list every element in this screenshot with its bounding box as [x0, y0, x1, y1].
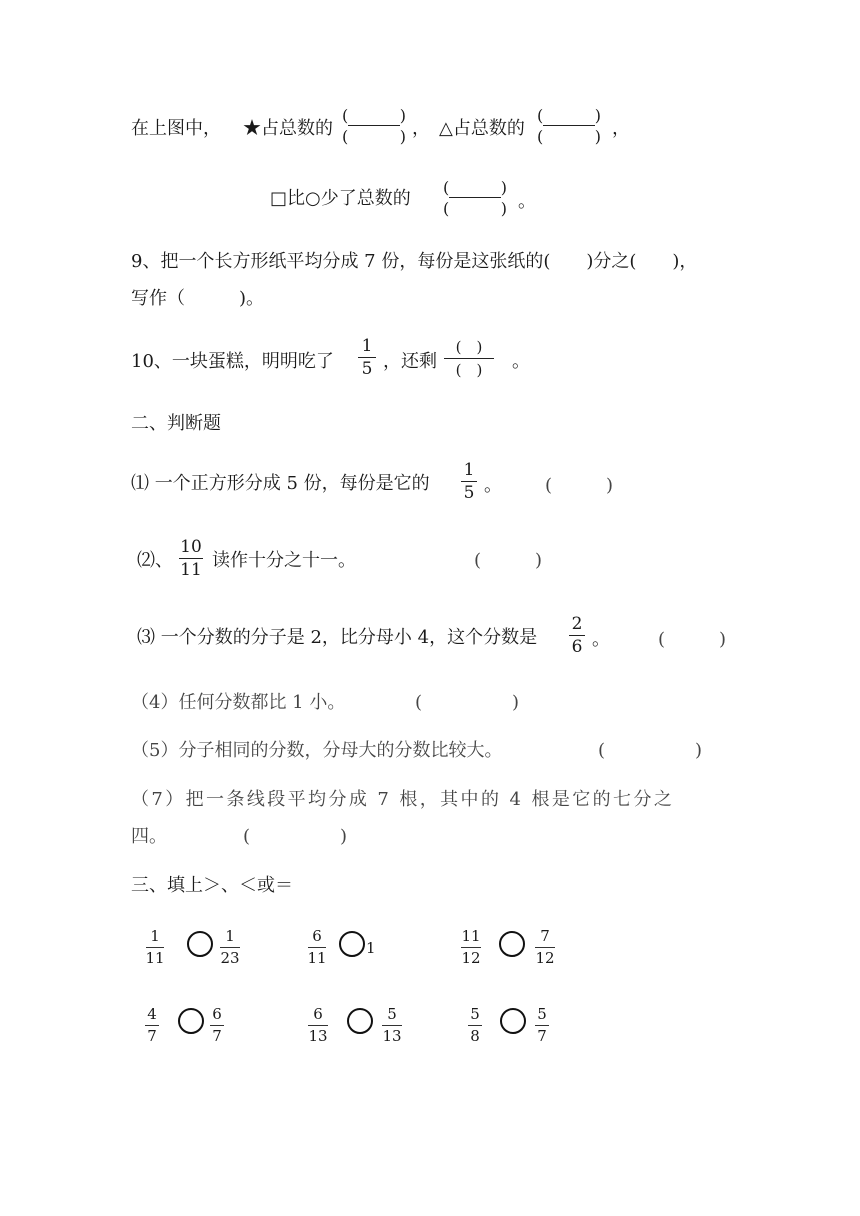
- compare-5-left-fraction: 6 13: [308, 1005, 328, 1045]
- q9-line1: 9、把一个长方形纸平均分成 7 份，每份是这张纸的( )分之( )，: [131, 251, 698, 272]
- judge-item-5-text: （5）分子相同的分数，分母大的分数比较大。: [131, 740, 503, 761]
- q10-eaten-fraction: 1 5: [358, 336, 376, 379]
- compare-6-right-fraction: 5 7: [533, 1005, 551, 1046]
- compare-5-right-fraction: 5 13: [382, 1005, 402, 1045]
- q9-line2: 写作（ )。: [131, 288, 265, 309]
- compare-6-circle[interactable]: [500, 1008, 526, 1034]
- judge-item-7-line2: 四。: [131, 826, 167, 847]
- compare-4-right-fraction: 6 7: [208, 1005, 226, 1046]
- section3-heading: 三、填上＞、＜或＝: [131, 875, 293, 896]
- judge-item-3-answer[interactable]: ( ): [658, 629, 727, 650]
- q10-prefix: 10、一块蛋糕，明明吃了: [131, 351, 334, 372]
- judge-item-3-text: ⑶ 一个分数的分子是 2，比分母小 4，这个分数是: [137, 627, 538, 648]
- star-fraction-blank[interactable]: ( ) ( ): [342, 106, 406, 146]
- section2-heading: 二、判断题: [131, 413, 221, 434]
- judge-item-7-answer[interactable]: ( ): [243, 826, 348, 847]
- judge-item-1-text: ⑴ 一个正方形分成 5 份，每份是它的: [131, 473, 430, 494]
- compare-2-right-whole: 1: [366, 939, 376, 957]
- judge-item-1-end: 。: [484, 475, 502, 496]
- compare-1-left-fraction: 1 11: [145, 927, 165, 967]
- compare-6-left-fraction: 5 8: [466, 1005, 484, 1046]
- comma-1: ，: [412, 118, 430, 139]
- compare-1-circle[interactable]: [187, 931, 213, 957]
- square-circle-fraction-blank[interactable]: ( ) ( ): [443, 178, 507, 218]
- compare-2-circle[interactable]: [339, 931, 365, 957]
- judge-item-4-answer[interactable]: ( ): [415, 692, 520, 713]
- judge-item-7-line1: （7）把一条线段平均分成 7 根，其中的 4 根是它的七分之: [131, 789, 675, 810]
- comma-2: ，: [612, 118, 630, 139]
- compare-2-left-fraction: 6 11: [307, 927, 327, 967]
- line1-prefix: 在上图中，: [131, 118, 221, 139]
- judge-item-1-fraction: 1 5: [461, 460, 477, 503]
- judge-item-3-fraction: 2 6: [569, 614, 585, 657]
- q10-end: 。: [512, 351, 530, 372]
- judge-item-2-prefix: ⑵、: [137, 550, 173, 571]
- compare-3-circle[interactable]: [499, 931, 525, 957]
- compare-1-right-fraction: 1 23: [220, 927, 240, 967]
- judge-item-1-answer[interactable]: ( ): [545, 475, 614, 496]
- compare-4-left-fraction: 4 7: [143, 1005, 161, 1046]
- triangle-fraction-blank[interactable]: ( ) ( ): [537, 106, 601, 146]
- triangle-text: △占总数的: [439, 118, 525, 139]
- compare-4-circle[interactable]: [178, 1008, 204, 1034]
- compare-3-right-fraction: 7 12: [535, 927, 555, 967]
- judge-item-2-text: 读作十分之十一。: [212, 550, 356, 571]
- judge-item-3-end: 。: [592, 629, 610, 650]
- q10-mid: ，还剩: [383, 351, 437, 372]
- compare-5-circle[interactable]: [347, 1008, 373, 1034]
- q10-remaining-fraction-blank[interactable]: ( ) ( ): [444, 337, 494, 380]
- line2-end: 。: [518, 191, 536, 212]
- judge-item-4-text: （4）任何分数都比 1 小。: [131, 692, 346, 713]
- judge-item-2-answer[interactable]: ( ): [474, 550, 543, 571]
- star-text: ★占总数的: [243, 118, 333, 139]
- square-vs-circle-text: □比○少了总数的: [270, 188, 411, 209]
- compare-3-left-fraction: 11 12: [461, 927, 481, 967]
- judge-item-2-fraction: 10 11: [180, 537, 202, 580]
- judge-item-5-answer[interactable]: ( ): [598, 740, 703, 761]
